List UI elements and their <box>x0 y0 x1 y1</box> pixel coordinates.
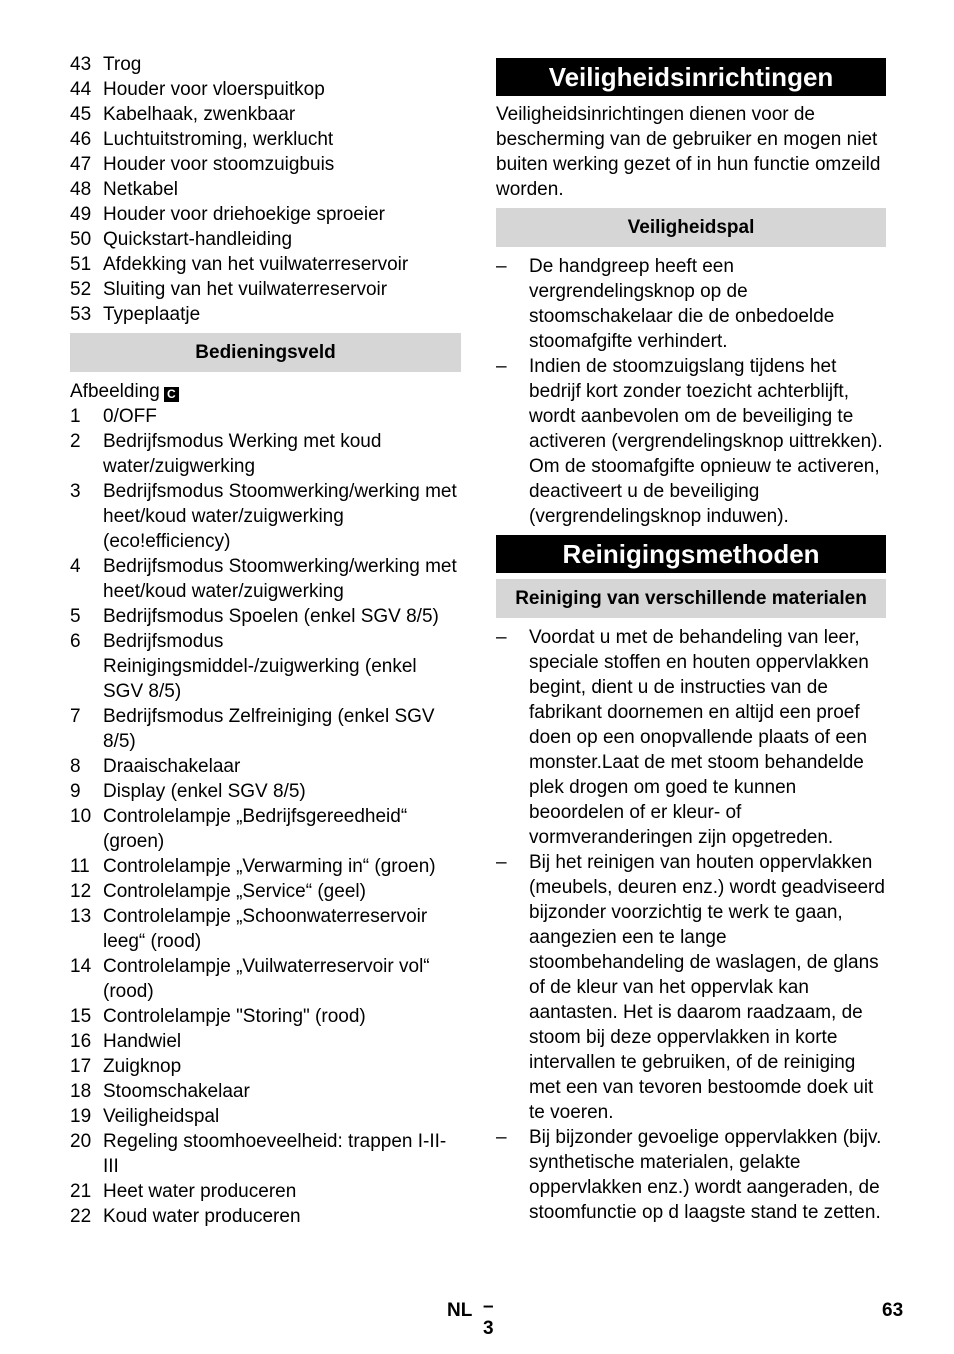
list-item: 21 Heet water produceren <box>70 1181 297 1202</box>
list-item: 44 Houder voor vloerspuitkop <box>70 79 325 100</box>
list-item: 49 Houder voor driehoekige sproeier <box>70 204 385 225</box>
list-item: 13 Controlelampje „Schoonwaterreservoir leeg“ (rood) <box>70 906 428 952</box>
list-item: 43 Trog <box>70 54 142 75</box>
list-item: 46 Luchtuitstroming, werklucht <box>70 129 334 150</box>
bullet-item: – Bij het reinigen van houten oppervlakken (meubels, deuren enz.) wordt geadviseerd bijzonder voorzichtig te werk te gaan, aangezien een te lange stoombehandeling de waslagen, de glans of de kleur van het oppervlak kan aantasten. Het is daarom raadzaam, de stoom bij deze oppervlakken in korte intervallen te gebruiken, of de reiniging met een van tevoren bestoomde doek uit te voeren. <box>496 852 885 1123</box>
dash-icon: – <box>496 356 507 377</box>
safety-intro: Veiligheidsinrichtingen dienen voor de bescherming van de gebruiker en mogen niet buiten werking gezet of in hun functie omzeild worden. <box>496 104 881 200</box>
list-item: 6 Bedrijfsmodus Reinigingsmiddel-/zuigwerking (enkel SGV 8/5) <box>70 631 417 702</box>
left-column <box>70 52 461 1229</box>
language-code: NL <box>447 1300 473 1321</box>
dash-icon: – <box>496 256 507 277</box>
list-item: 50 Quickstart-handleiding <box>70 229 293 250</box>
figure-reference <box>70 379 461 404</box>
list-item: 48 Netkabel <box>70 179 178 200</box>
safety-catch-heading: Veiligheidspal <box>496 208 886 247</box>
list-item: 2 Bedrijfsmodus Werking met koud water/zuigwerking <box>70 431 382 477</box>
control-panel-heading: Bedieningsveld <box>70 333 461 372</box>
list-item: 53 Typeplaatje <box>70 304 201 325</box>
figure-c-icon: C <box>164 387 179 402</box>
section-page-number: – 3 <box>483 1296 494 1339</box>
safety-bullets <box>496 254 886 529</box>
list-item: 5 Bedrijfsmodus Spoelen (enkel SGV 8/5) <box>70 606 439 627</box>
list-item: 22 Koud water produceren <box>70 1206 301 1227</box>
right-column <box>496 52 886 1225</box>
list-item: 7 Bedrijfsmodus Zelfreiniging (enkel SGV 8/5) <box>70 706 435 752</box>
cleaning-heading: Reinigingsmethoden <box>496 535 886 573</box>
materials-heading: Reiniging van verschillende materialen <box>496 579 886 618</box>
list-item: 16 Handwiel <box>70 1031 182 1052</box>
control-panel-list <box>70 404 461 1229</box>
list-item: 17 Zuigknop <box>70 1056 182 1077</box>
cleaning-bullets <box>496 625 886 1225</box>
parts-list <box>70 52 461 327</box>
list-item: 3 Bedrijfsmodus Stoomwerking/werking met heet/koud water/zuigwerking (eco!efficiency) <box>70 481 457 552</box>
list-item: 51 Afdekking van het vuilwaterreservoir <box>70 254 409 275</box>
list-item: 1 0/OFF <box>70 406 157 427</box>
figure-label: Afbeelding <box>70 381 160 402</box>
dash-icon: – <box>496 1127 507 1148</box>
page-number: 63 <box>882 1300 904 1321</box>
list-item: 8 Draaischakelaar <box>70 756 241 777</box>
dash-icon: – <box>496 852 507 873</box>
list-item: 9 Display (enkel SGV 8/5) <box>70 781 306 802</box>
list-item: 19 Veiligheidspal <box>70 1106 220 1127</box>
bullet-item: – Bij bijzonder gevoelige oppervlakken (bijv. synthetische materialen, gelakte oppervlakken enz.) wordt aangeraden, de stoomfunctie op d laagste stand te zetten. <box>496 1127 882 1223</box>
list-item: 12 Controlelampje „Service“ (geel) <box>70 881 366 902</box>
bullet-item: – Voordat u met de behandeling van leer, speciale stoffen en houten oppervlakken begint, dient u de instructies van de fabrikant doornemen en altijd een proef doen op een onopvallende plaats of een monster.Laat de met stoom behandelde plek drogen om goed te kunnen beoordelen of er kleur- of vormveranderingen zijn opgetreden. <box>496 627 869 848</box>
list-item: 20 Regeling stoomhoeveelheid: trappen I-II-III <box>70 1131 447 1177</box>
list-item: 15 Controlelampje "Storing" (rood) <box>70 1006 366 1027</box>
list-item: 45 Kabelhaak, zwenkbaar <box>70 104 296 125</box>
list-item: 10 Controlelampje „Bedrijfsgereedheid“ (groen) <box>70 806 408 852</box>
list-item: 47 Houder voor stoomzuigbuis <box>70 154 335 175</box>
dash-icon: – <box>496 627 507 648</box>
safety-heading: Veiligheidsinrichtingen <box>496 58 886 96</box>
list-item: 14 Controlelampje „Vuilwaterreservoir vol“ (rood) <box>70 956 430 1002</box>
list-item: 52 Sluiting van het vuilwaterreservoir <box>70 279 388 300</box>
bullet-item: – Indien de stoomzuigslang tijdens het bedrijf kort zonder toezicht achterblijft, wordt aanbevolen om de beveiliging te activeren (vergrendelingsknop uittrekken). Om de stoomafgifte opnieuw te activeren, deactiveert u de beveiliging (vergrendelingsknop induwen). <box>496 356 883 527</box>
list-item: 11 Controlelampje „Verwarming in“ (groen) <box>70 856 436 877</box>
bullet-item: – De handgreep heeft een vergrendelingsknop op de stoomschakelaar die de onbedoelde stoomafgifte verhindert. <box>496 256 835 352</box>
list-item: 18 Stoomschakelaar <box>70 1081 250 1102</box>
list-item: 4 Bedrijfsmodus Stoomwerking/werking met heet/koud water/zuigwerking <box>70 556 457 602</box>
